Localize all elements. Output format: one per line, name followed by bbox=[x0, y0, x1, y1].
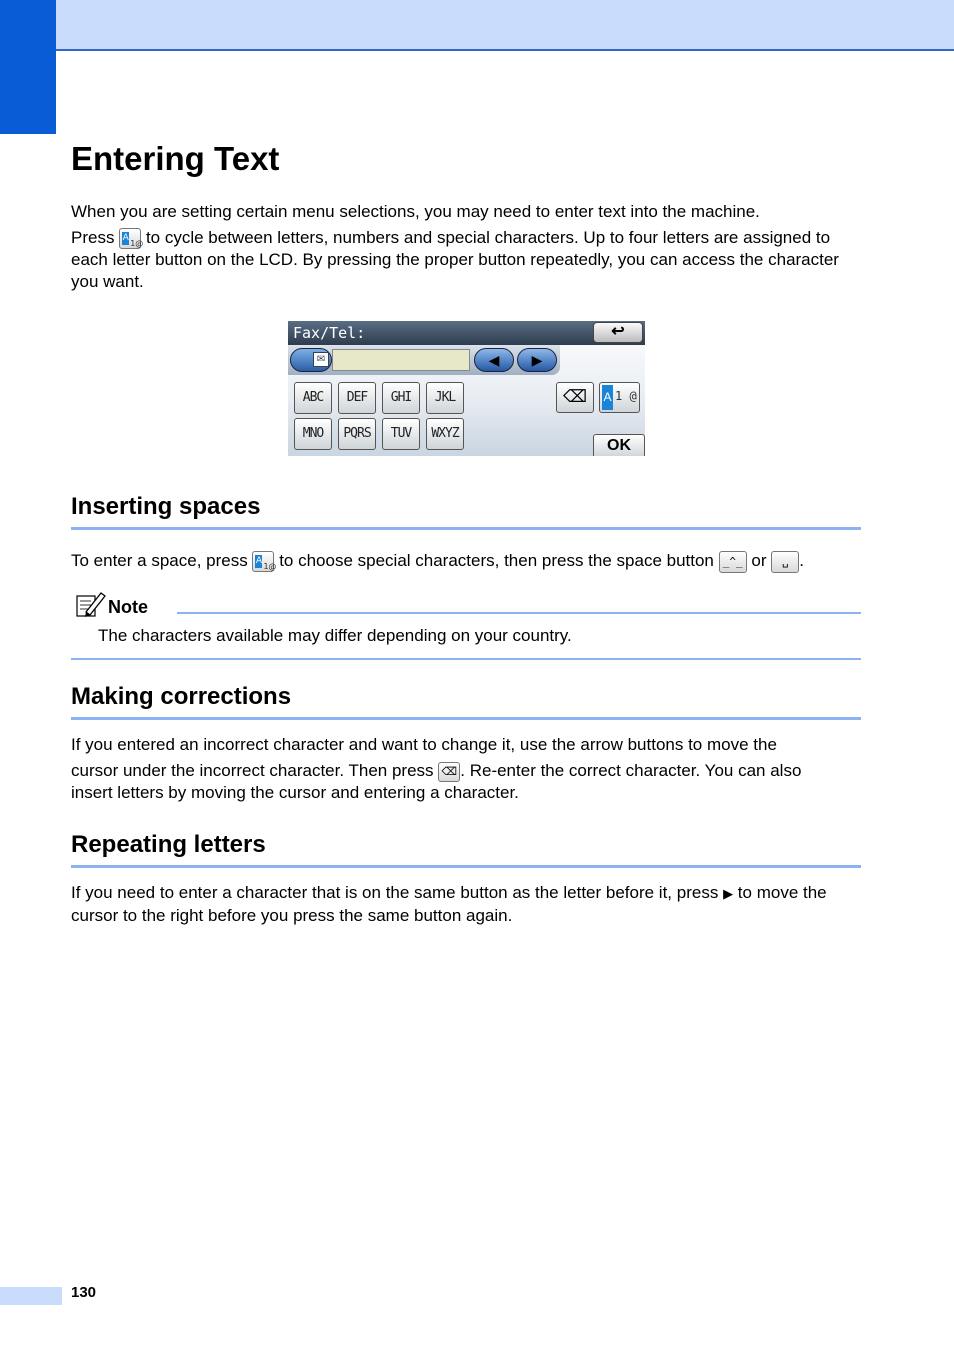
corrections-text-b: . Re-enter the correct character. You can also bbox=[460, 761, 802, 780]
chapter-tab bbox=[0, 0, 56, 134]
key-mno[interactable]: MNO bbox=[294, 418, 332, 450]
lcd-title: Fax/Tel: bbox=[293, 324, 366, 342]
corrections-line-1: If you entered an incorrect character and want to change it, use the arrow buttons to move the bbox=[71, 735, 777, 754]
mode-letter: A bbox=[602, 385, 613, 410]
repeating-text-b: to move the cursor to the right before you press the same button again. bbox=[71, 883, 827, 925]
delete-button-icon: ⌫ bbox=[438, 762, 460, 782]
corrections-line-2 bbox=[71, 760, 871, 782]
intro-line-1: When you are setting certain menu selections, you may need to enter text into the machine. bbox=[71, 202, 760, 221]
inserting-text-b: to choose special characters, then press the space button bbox=[279, 551, 714, 570]
repeating-text-a: If you need to enter a character that is on the same button as the letter before it, press bbox=[71, 883, 719, 902]
corrections-text-a: cursor under the incorrect character. Then press bbox=[71, 761, 434, 780]
header-band bbox=[0, 0, 954, 51]
intro-paragraph bbox=[71, 227, 861, 293]
inserting-end: . bbox=[799, 551, 804, 570]
corrections-heading: Making corrections bbox=[71, 683, 292, 710]
ok-button[interactable]: OK bbox=[593, 434, 645, 456]
section-rule bbox=[71, 717, 861, 720]
page-title: Entering Text bbox=[71, 140, 280, 177]
note-text: The characters available may differ depending on your country. bbox=[98, 626, 572, 645]
key-jkl[interactable]: JKL bbox=[426, 382, 464, 414]
page-number: 130 bbox=[71, 1284, 97, 1301]
inserting-or: or bbox=[751, 551, 767, 570]
key-tuv[interactable]: TUV bbox=[382, 418, 420, 450]
mode-rest: 1 @ bbox=[615, 389, 637, 403]
key-ghi[interactable]: GHI bbox=[382, 382, 420, 414]
right-arrow-icon: ▶ bbox=[723, 886, 734, 901]
delete-button[interactable]: ⌫ bbox=[556, 382, 594, 413]
repeating-paragraph bbox=[71, 882, 861, 927]
mode-button-icon: A 1@ bbox=[252, 551, 274, 572]
mode-button-icon: A 1@ bbox=[119, 228, 141, 249]
intro-press: Press bbox=[71, 228, 115, 247]
note-pencil-icon bbox=[74, 590, 106, 618]
key-wxyz[interactable]: WXYZ bbox=[426, 418, 464, 450]
note-bottom-rule bbox=[71, 658, 861, 660]
space-button-icon-alt: ␣ bbox=[771, 551, 799, 573]
note-label: Note bbox=[108, 597, 148, 617]
section-rule bbox=[71, 865, 861, 868]
intro-rest: to cycle between letters, numbers and special characters. Up to four letters are assigned to each letter button on the LCD. By pressing the proper button repeatedly, you can access the character you want. bbox=[71, 228, 839, 292]
lcd-title-bar bbox=[288, 321, 645, 345]
lcd-screen bbox=[288, 321, 645, 456]
mode-button[interactable] bbox=[599, 382, 640, 413]
section-rule bbox=[71, 527, 861, 530]
repeating-heading: Repeating letters bbox=[71, 831, 266, 858]
key-pqrs[interactable]: PQRS bbox=[338, 418, 376, 450]
back-button[interactable]: ↩ bbox=[593, 322, 643, 343]
note-top-rule bbox=[177, 612, 861, 614]
footer-band bbox=[0, 1287, 62, 1305]
corrections-line-3: insert letters by moving the cursor and entering a character. bbox=[71, 783, 519, 802]
inserting-text-a: To enter a space, press bbox=[71, 551, 248, 570]
left-arrow-button[interactable]: ◀ bbox=[474, 348, 514, 372]
text-input-field[interactable] bbox=[332, 349, 470, 371]
mail-icon: ✉ bbox=[313, 352, 329, 367]
right-arrow-button[interactable]: ▶ bbox=[517, 348, 557, 372]
inserting-heading: Inserting spaces bbox=[71, 493, 261, 520]
space-button-icon: _^_ bbox=[719, 551, 747, 573]
key-def[interactable]: DEF bbox=[338, 382, 376, 414]
key-abc[interactable]: ABC bbox=[294, 382, 332, 414]
inserting-paragraph bbox=[71, 550, 871, 573]
